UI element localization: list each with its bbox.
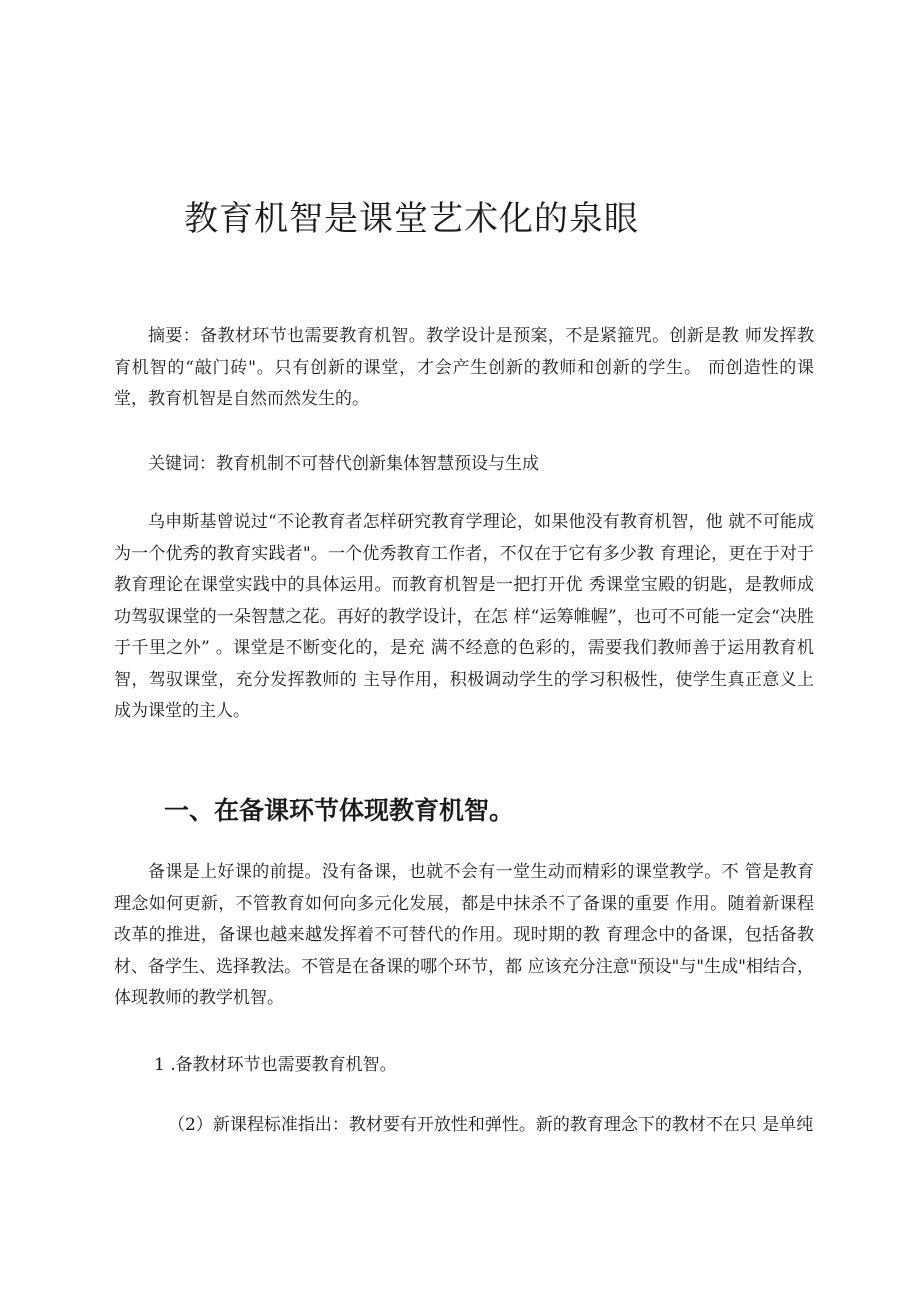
abstract-paragraph: 摘要：备教材环节也需要教育机智。教学设计是预案，不是紧箍咒。创新是教 师发挥教育机智的“敲门砖"。只有创新的课堂，才会产生创新的教师和创新的学生。 而创造性的课堂，教育机智是自然而然发生的。: [114, 326, 814, 409]
keywords-paragraph: 关键词：教育机制不可替代创新集体智慧预设与生成: [148, 454, 539, 474]
intro-paragraph: 乌申斯基曾说过“不论教育者怎样研究教育学理论，如果他没有教育机智，他 就不可能成为一个优秀的教育实践者"。一个优秀教育工作者，不仅在于它有多少教 育理论，更在于对于教育理论在课堂实践中的具体运用。而教育机智是一把打开优 秀课堂宝殿的钥匙，是教师成功驾驭课堂的一朵智慧之花。再好的教学设计，在怎 样“运筹帷幄”，也可不可能一定会“决胜于千里之外” 。课堂是不断变化的，是充 满不经意的色彩的，需要我们教师善于运用教育机智，驾驭课堂，充分发挥教师的 主导作用，积极调动学生的学习积极性，使学生真正意义上成为课堂的主人。: [114, 512, 814, 721]
subsection-paragraph: （2）新课程标准指出：教材要有开放性和弹性。新的教育理念下的教材不在只 是单纯: [168, 1115, 814, 1135]
subsection-heading: 1 .备教材环节也需要教育机智。: [154, 1055, 397, 1075]
section-body-paragraph: 备课是上好课的前提。没有备课，也就不会有一堂生动而精彩的课堂教学。不 管是教育理念如何更新，不管教育如何向多元化发展，都是中抹杀不了备课的重要 作用。随着新课程改革的推进，备课也越来越发挥着不可替代的作用。现时期的教 育理念中的备课，包括备教材、备学生、选择教法。不管是在备课的哪个环节，都 应该充分注意"预设"与"生成"相结合，体现教师的教学机智。: [114, 862, 814, 1008]
document-title: 教育机智是课堂艺术化的泉眼: [184, 198, 639, 239]
section-heading: 一、在备课环节体现教育机智。: [164, 795, 515, 825]
